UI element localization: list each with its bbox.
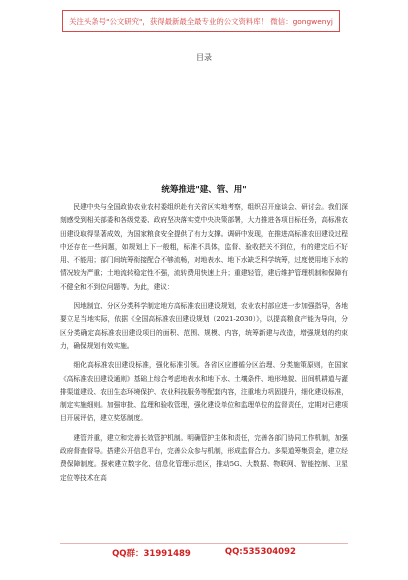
paragraph-standards: 细化高标准农田建设标准，强化标准引领。各省区应遵循分区治理、分类施策原则，在国家《高标准农田建设通则》基础上综合考虑地表水和地下水、土壤条件、地形地貌、田间机耕道与灌排渠道建设、农田生态环境保护、农业科技服务等配套内容，注重地力巩固提升，细化建设标准，制定实施细则。加强审批、监理和验收管理，强化建设单位和监理单位的监督责任，定期对已建项目开展评估，建立奖惩制度。 — [60, 361, 348, 423]
footer — [0, 547, 408, 559]
document-body — [60, 201, 348, 491]
promo-banner-text: 关注头条号"公文研究"，获得最新最全最专业的公文资料库！ 微信：gongwenyj — [69, 16, 333, 26]
paragraph-intro: 民建中央与全国政协农业农村委组织赴有关省区实地考察，组织召开座谈会、研讨会。我们深刻感受到相关部委和各级党委、政府坚决落实党中央决策部署，大力推进各项目标任务，高标准农田建设取得显著成效，为国家粮食安全提供了有力支撑。调研中发现，在推进高标准农田建设过程中还存在一些问题，如规划上下一般粗，标准不具体，监督、验收把关不到位，有的建完后不好用、不能用；部门间统筹衔接配合不够流畅，对地表水、地下水缺乏科学统筹，过度使用地下水的情况较为严重；土地流转稳定性不强，流转费用快速上升；重建轻管，建后维护管理机制和保障有不健全和不到位问题等。为此，建议： — [60, 203, 348, 291]
paragraph-maintenance: 建管并重，建立和完善长效管护机制。明确管护主体和责任，完善各部门协同工作机制，加强政府督查督导。搭建公开信息平台，完善公众参与机制，形成监督合力。多渠道筹集资金，建立经费保障制度。探索建立数字化、信息化管理示范区，推动5G、大数据、物联网、智能控制、卫星定位等技术在高 — [60, 433, 348, 482]
footer-divider — [60, 543, 348, 544]
promo-banner — [62, 10, 340, 32]
section-title: 统筹推进"建、管、用" — [161, 185, 247, 195]
footer-qq-group: QQ群：31991489 — [112, 549, 191, 559]
footer-qq: QQ:535304092 — [224, 547, 296, 557]
paragraph-planning: 因地制宜、分区分类科学制定地方高标准农田建设规划，农业农村部应进一步加强指导，各地要立足当地实际，依据《全国高标准农田建设规划（2021-2030）》，以提高粮食产能为导向，分区分类确定高标准农田建设项目的面积、范围、规模、内容，统筹新建与改造，增强规划的约束力，确保规划有效实施。 — [60, 302, 348, 350]
toc-heading: 目录 — [196, 53, 212, 62]
